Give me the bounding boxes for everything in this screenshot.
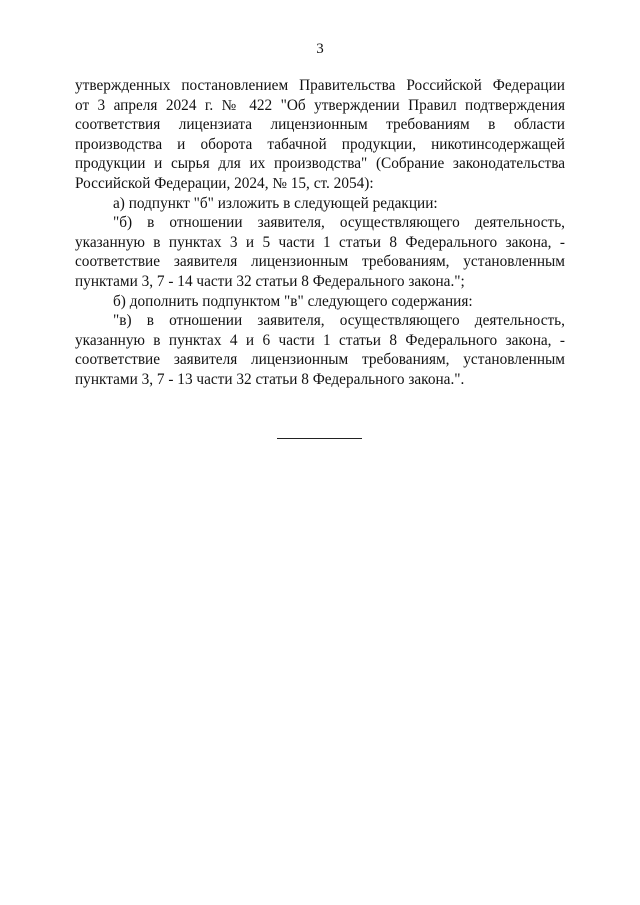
text-line: "б) в отношении заявителя, осуществляющего деятельность, <box>113 214 565 232</box>
text-line: соответствие заявителя лицензионным требованиям, установленным <box>75 351 565 369</box>
text-line: соответствия лицензиата лицензионным требованиям в области <box>75 116 565 134</box>
text-line: "в) в отношении заявителя, осуществляющего деятельность, <box>113 312 565 330</box>
subitem-a-heading: а) подпункт "б" изложить в следующей редакции: <box>113 194 438 212</box>
text-line: Российской Федерации, 2024, № 15, ст. 2054): <box>75 174 374 192</box>
text-line: пунктами 3, 7 - 14 части 32 статьи 8 Федерального закона."; <box>75 272 465 290</box>
end-divider <box>277 438 362 439</box>
text-line: пунктами 3, 7 - 13 части 32 статьи 8 Федерального закона.". <box>75 370 465 388</box>
text-line: соответствие заявителя лицензионным требованиям, установленным <box>75 253 565 271</box>
document-body <box>75 76 565 390</box>
text-line: указанную в пунктах 3 и 5 части 1 статьи 8 Федерального закона, - <box>75 233 565 251</box>
subitem-b-heading: б) дополнить подпунктом "в" следующего содержания: <box>113 292 473 310</box>
text-line: производства и оборота табачной продукции, никотинсодержащей <box>75 135 565 153</box>
text-line: продукции и сырья для их производства" (Собрание законодательства <box>75 155 565 173</box>
text-line: от 3 апреля 2024 г. № 422 "Об утверждении Правил подтверждения <box>75 96 565 114</box>
page-number: 3 <box>316 41 324 57</box>
text-line: указанную в пунктах 4 и 6 части 1 статьи 8 Федерального закона, - <box>75 331 565 349</box>
text-line: утвержденных постановлением Правительства Российской Федерации <box>75 77 565 94</box>
